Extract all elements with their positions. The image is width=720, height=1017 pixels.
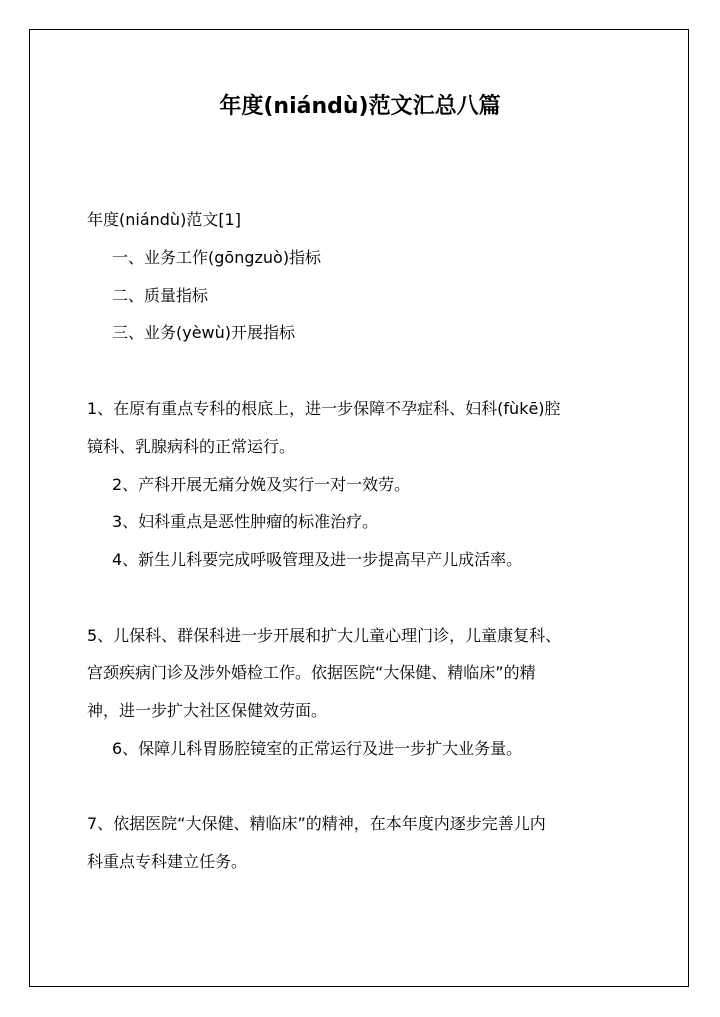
paragraph-3-line-3: 神，进一步扩大社区保健效劳面。: [87, 701, 328, 720]
paragraph-4-line-1: 7、依据医院“大保健、精临床”的精神，在本年度内逐步完善儿内: [87, 814, 546, 833]
page-border: [29, 29, 689, 987]
paragraph-1-line-2: 镜科、乳腺病科的正常运行。: [87, 437, 296, 456]
paragraph-1-line-1: 1、在原有重点专科的根底上，进一步保障不孕症科、妇科(fùkē)腔: [87, 399, 561, 418]
section-heading: 年度(niándù)范文[1]: [87, 210, 241, 229]
list-item-2: 二、质量指标: [112, 286, 209, 305]
paragraph-2-line-3: 4、新生儿科要完成呼吸管理及进一步提高早产儿成活率。: [112, 550, 523, 569]
paragraph-3-line-2: 宫颈疾病门诊及涉外婚检工作。依据医院“大保健、精临床”的精: [87, 663, 536, 682]
paragraph-4-line-2: 科重点专科建立任务。: [87, 852, 248, 871]
document-title: 年度(niándù)范文汇总八篇: [219, 94, 501, 119]
paragraph-2-line-1: 2、产科开展无痛分娩及实行一对一效劳。: [112, 475, 411, 494]
paragraph-3-line-4: 6、保障儿科胃肠腔镜室的正常运行及进一步扩大业务量。: [112, 739, 523, 758]
list-item-3: 三、业务(yèwù)开展指标: [112, 323, 296, 342]
paragraph-2-line-2: 3、妇科重点是恶性肿瘤的标准治疗。: [112, 512, 379, 531]
paragraph-3-line-1: 5、儿保科、群保科进一步开展和扩大儿童心理门诊，儿童康复科、: [87, 626, 562, 645]
list-item-1: 一、业务工作(gōngzuò)指标: [112, 248, 322, 267]
